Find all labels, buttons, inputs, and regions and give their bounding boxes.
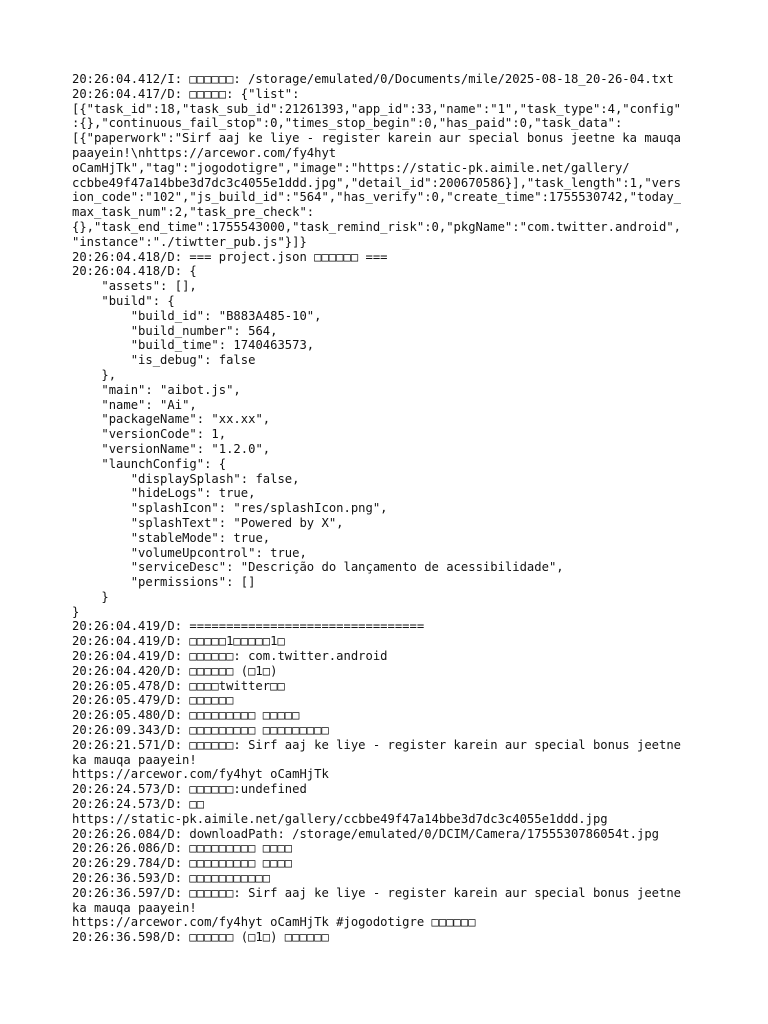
log-line: 20:26:04.417/D: □□□□□: {"list": [72,86,300,101]
log-line: https://static-pk.aimile.net/gallery/ccbbe49f47a14bbe3d7dc3c4055e1ddd.jpg [72,811,608,826]
log-line: } [72,589,109,604]
log-line: ion_code":"102","js_build_id":"564","has_verify":0,"create_time":1755530742,"today_ [72,190,682,205]
log-line: 20:26:05.478/D: □□□□twitter□□ [72,678,285,693]
log-line: "volumeUpcontrol": true, [72,545,307,560]
log-line: 20:26:04.419/D: □□□□□1□□□□□1□ [72,634,285,649]
log-line: 20:26:36.597/D: □□□□□□: Sirf aaj ke liye - register karein aur special bonus jeetne [72,885,682,900]
log-line: 20:26:36.593/D: □□□□□□□□□□□ [72,871,271,886]
log-line: 20:26:24.573/D: □□□□□□:undefined [72,782,307,797]
log-line: 20:26:04.419/D: □□□□□□: com.twitter.android [72,649,388,664]
log-line: 20:26:26.084/D: downloadPath: /storage/emulated/0/DCIM/Camera/1755530786054t.jpg [72,826,659,841]
log-line: "is_debug": false [72,353,256,368]
log-line: 20:26:05.480/D: □□□□□□□□□ □□□□□ [72,708,300,723]
log-line: paayein!\nhttps://arcewor.com/fy4hyt [72,145,337,160]
log-line: "assets": [], [72,279,197,294]
log-line: "build_time": 1740463573, [72,338,315,353]
log-line: [{"paperwork":"Sirf aaj ke liye - register karein aur special bonus jeetne ka mauqa [72,131,682,146]
log-line: "displaySplash": false, [72,471,300,486]
log-line: oCamHjTk","tag":"jogodotigre","image":"https://static-pk.aimile.net/gallery/ [72,160,630,175]
log-line: "build_id": "B883A485-10", [72,308,322,323]
log-line: ccbbe49f47a14bbe3d7dc3c4055e1ddd.jpg","detail_id":200670586}],"task_length":1,"vers [72,175,682,190]
log-line: "versionName": "1.2.0", [72,441,271,456]
log-line: :{},"continuous_fail_stop":0,"times_stop_begin":0,"has_paid":0,"task_data": [72,116,623,131]
log-line: 20:26:04.419/D: ================================ [72,619,425,634]
log-line: "splashText": "Powered by X", [72,515,344,530]
log-line: "serviceDesc": "Descrição do lançamento de acessibilidade", [72,560,564,575]
log-line: 20:26:21.571/D: □□□□□□: Sirf aaj ke liye - register karein aur special bonus jeetne [72,737,682,752]
log-line: "launchConfig": { [72,456,227,471]
log-line: "hideLogs": true, [72,486,256,501]
log-line: "name": "Ai", [72,397,197,412]
log-line: 20:26:04.418/D: === project.json □□□□□□ === [72,249,388,264]
log-line: 20:26:09.343/D: □□□□□□□□□ □□□□□□□□□ [72,723,329,738]
log-line: 20:26:04.412/I: □□□□□□: /storage/emulated/0/Documents/mile/2025-08-18_20-26-04.txt [72,72,674,86]
log-line: "splashIcon": "res/splashIcon.png", [72,501,388,516]
log-line: ka mauqa paayein! [72,752,197,767]
log-line: 20:26:24.573/D: □□ [72,797,205,812]
log-line: } [72,604,80,619]
log-line: https://arcewor.com/fy4hyt oCamHjTk #jogodotigre □□□□□□ [72,915,476,930]
log-line: 20:26:26.086/D: □□□□□□□□□ □□□□ [72,841,293,856]
log-document [72,72,702,945]
log-line: "packageName": "xx.xx", [72,412,271,427]
log-line: 20:26:05.479/D: □□□□□□ [72,693,234,708]
log-line: ka mauqa paayein! [72,900,197,915]
log-line: "versionCode": 1, [72,427,227,442]
log-line: max_task_num":2,"task_pre_check": [72,205,315,220]
log-line: "permissions": [] [72,575,256,590]
log-line: 20:26:36.598/D: □□□□□□ (□1□) □□□□□□ [72,930,329,945]
log-line: https://arcewor.com/fy4hyt oCamHjTk [72,767,329,782]
log-line: "main": "aibot.js", [72,382,241,397]
log-line: 20:26:29.784/D: □□□□□□□□□ □□□□ [72,856,293,871]
log-line: [{"task_id":18,"task_sub_id":21261393,"app_id":33,"name":"1","task_type":4,"config" [72,101,682,116]
log-line: {},"task_end_time":1755543000,"task_remind_risk":0,"pkgName":"com.twitter.android", [72,219,682,234]
log-line: "stableMode": true, [72,530,271,545]
log-line: 20:26:04.420/D: □□□□□□ (□1□) [72,663,278,678]
log-line: 20:26:04.418/D: { [72,264,197,279]
log-line: "build_number": 564, [72,323,278,338]
log-line: "instance":"./tiwtter_pub.js"}]} [72,234,307,249]
log-line: "build": { [72,293,175,308]
log-line: }, [72,367,117,382]
